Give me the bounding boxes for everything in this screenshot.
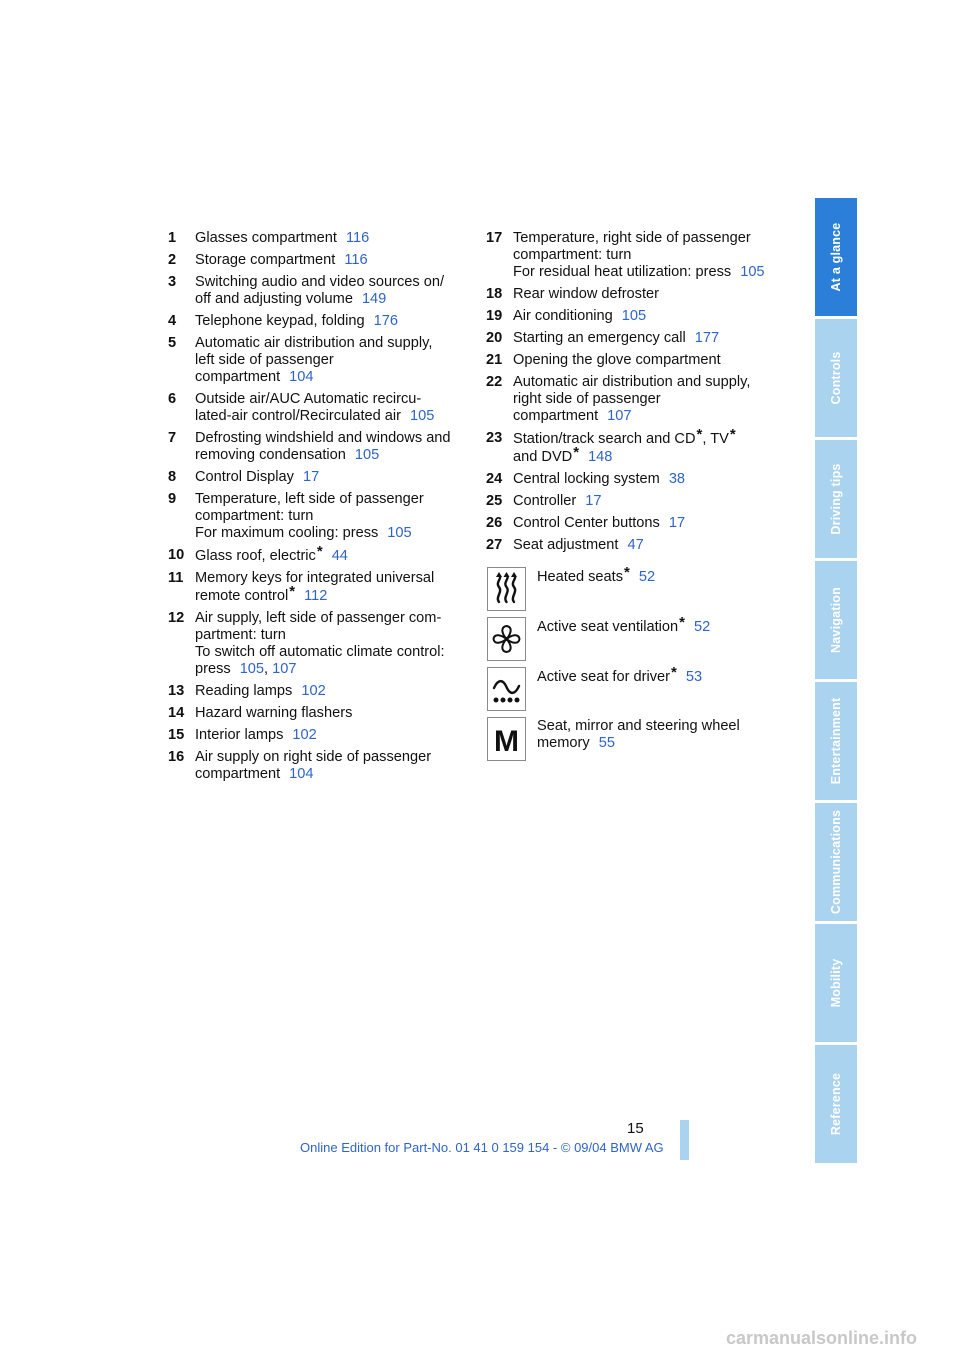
list-item: 1 Glasses compartment 116 xyxy=(168,230,370,246)
list-item: 5 Automatic air distribution and supply, left side of passenger compartment 104 xyxy=(168,335,433,385)
memory-m-icon[interactable] xyxy=(487,717,526,761)
watermark: carmanualsonline.info xyxy=(726,1328,918,1348)
page-ref-link[interactable]: 116 xyxy=(344,252,368,268)
page-ref-link[interactable]: 105 xyxy=(387,525,412,541)
page-ref-link[interactable]: 149 xyxy=(361,291,387,307)
list-item: 4 Telephone keypad, folding 176 xyxy=(168,313,398,329)
page-ref-link[interactable]: 104 xyxy=(289,766,314,782)
svg-text:M: M xyxy=(494,725,519,758)
page-ref-link[interactable]: 148 xyxy=(588,449,613,465)
item-list-right xyxy=(486,230,786,559)
tab-entertainment[interactable]: Entertainment xyxy=(815,682,857,800)
list-item: 12 Air supply, left side of passenger com- partment: turn To switch off automatic climate control: press 105, 107 xyxy=(168,610,445,677)
page-ref-link[interactable]: 55 xyxy=(598,735,615,751)
optional-equipment-star-icon: * xyxy=(573,444,580,461)
list-item: 22 Automatic air distribution and supply, right side of passenger compartment 107 xyxy=(486,374,751,424)
tab-at-a-glance[interactable]: At a glance xyxy=(815,198,857,316)
list-item: 8 Control Display 17 xyxy=(168,469,320,485)
seat-feature-row: Active seat for driver* 53 xyxy=(486,666,786,716)
page-ref-link[interactable]: 44 xyxy=(331,548,348,564)
list-item: 13 Reading lamps 102 xyxy=(168,683,326,699)
chapter-tabs xyxy=(815,198,857,1166)
tab-navigation[interactable]: Navigation xyxy=(815,561,857,679)
list-item: 3 Switching audio and video sources on/ off and adjusting volume 149 xyxy=(168,274,445,307)
list-item: 15 Interior lamps 102 xyxy=(168,727,317,743)
page-ref-link[interactable]: 102 xyxy=(292,727,317,743)
page-ref-link[interactable]: 38 xyxy=(668,471,686,487)
list-item: 2 Storage compartment 116 xyxy=(168,252,368,268)
page-ref-link[interactable]: 53 xyxy=(685,669,703,685)
list-item: 11 Memory keys for integrated universal remote control* 112 xyxy=(168,570,435,604)
optional-equipment-star-icon: * xyxy=(671,664,677,681)
list-item: 23 Station/track search and CD*, TV* and DVD* 148 xyxy=(486,426,736,465)
page-ref-link[interactable]: 104 xyxy=(289,369,314,385)
page-ref-link[interactable]: 105 xyxy=(740,264,765,280)
list-item: 6 Outside air/AUC Automatic recircu- lated-air control/Recirculated air 105 xyxy=(168,391,435,424)
list-item: 10 Glass roof, electric* 44 xyxy=(168,543,348,564)
tab-controls[interactable]: Controls xyxy=(815,319,857,437)
seat-feature-list xyxy=(486,566,786,766)
page-ref-link[interactable]: 17 xyxy=(302,469,320,485)
list-item: 27 Seat adjustment 47 xyxy=(486,537,644,553)
page-ref-link[interactable]: 17 xyxy=(585,493,602,509)
optional-equipment-star-icon: * xyxy=(696,426,703,443)
page-ref-link[interactable]: 107 xyxy=(607,408,632,424)
list-item: 18 Rear window defroster xyxy=(486,286,660,302)
seat-feature-row: M Seat, mirror and steering wheel memory 55 xyxy=(486,716,786,766)
seat-heating-icon xyxy=(487,567,526,611)
optional-equipment-star-icon: * xyxy=(729,426,736,443)
page-ref-link[interactable]: 107 xyxy=(272,661,297,677)
list-item: 17 Temperature, right side of passenger compartment: turn For residual heat utilization: press 105 xyxy=(486,230,765,280)
page-ref-link[interactable]: 105 xyxy=(239,661,265,677)
page-ref-link[interactable]: 52 xyxy=(638,569,656,585)
active-seat-icon xyxy=(487,667,526,711)
optional-equipment-star-icon: * xyxy=(289,583,296,600)
optional-equipment-star-icon: * xyxy=(624,564,630,581)
page-ref-link[interactable]: 17 xyxy=(668,515,686,531)
seat-feature-row: Active seat ventilation* 52 xyxy=(486,616,786,666)
tab-communications[interactable]: Communications xyxy=(815,803,857,921)
item-list-left xyxy=(168,230,468,788)
page-ref-link[interactable]: 105 xyxy=(354,447,380,463)
optional-equipment-star-icon: * xyxy=(679,614,685,631)
list-item: 7 Defrosting windshield and windows and removing condensation 105 xyxy=(168,430,451,463)
page-ref-link[interactable]: 105 xyxy=(410,408,435,424)
footer-text: Online Edition for Part-No. 01 41 0 159 154 - © 09/04 BMW AG xyxy=(300,1140,664,1155)
page-ref-link[interactable]: 102 xyxy=(301,683,326,699)
tab-driving-tips[interactable]: Driving tips xyxy=(815,440,857,558)
seat-feature-row: Heated seats* 52 xyxy=(486,566,786,616)
list-item: 20 Starting an emergency call 177 xyxy=(486,330,720,346)
page-ref-link[interactable]: 105 xyxy=(621,308,647,324)
page-ref-link[interactable]: 52 xyxy=(694,619,711,635)
list-item: 9 Temperature, left side of passenger compartment: turn For maximum cooling: press 105 xyxy=(168,491,424,541)
tab-mobility[interactable]: Mobility xyxy=(815,924,857,1042)
list-item: 14 Hazard warning flashers xyxy=(168,705,353,721)
page-ref-link[interactable]: 112 xyxy=(304,588,328,604)
list-item: 24 Central locking system 38 xyxy=(486,471,686,487)
list-item: 25 Controller 17 xyxy=(486,493,602,509)
page-number-bar xyxy=(680,1120,689,1160)
page-ref-link[interactable]: 176 xyxy=(373,313,398,329)
page-ref-link[interactable]: 47 xyxy=(627,537,644,553)
list-item: 19 Air conditioning 105 xyxy=(486,308,647,324)
list-item: 16 Air supply on right side of passenger compartment 104 xyxy=(168,749,432,782)
seat-ventilation-icon xyxy=(487,617,526,661)
page-ref-link[interactable]: 177 xyxy=(694,330,720,346)
list-item: 21 Opening the glove compartment xyxy=(486,352,721,368)
optional-equipment-star-icon: * xyxy=(316,543,323,560)
page-ref-link[interactable]: 116 xyxy=(345,230,370,246)
tab-reference[interactable]: Reference xyxy=(815,1045,857,1163)
page-number: 15 xyxy=(627,1120,644,1137)
list-item: 26 Control Center buttons 17 xyxy=(486,515,686,531)
